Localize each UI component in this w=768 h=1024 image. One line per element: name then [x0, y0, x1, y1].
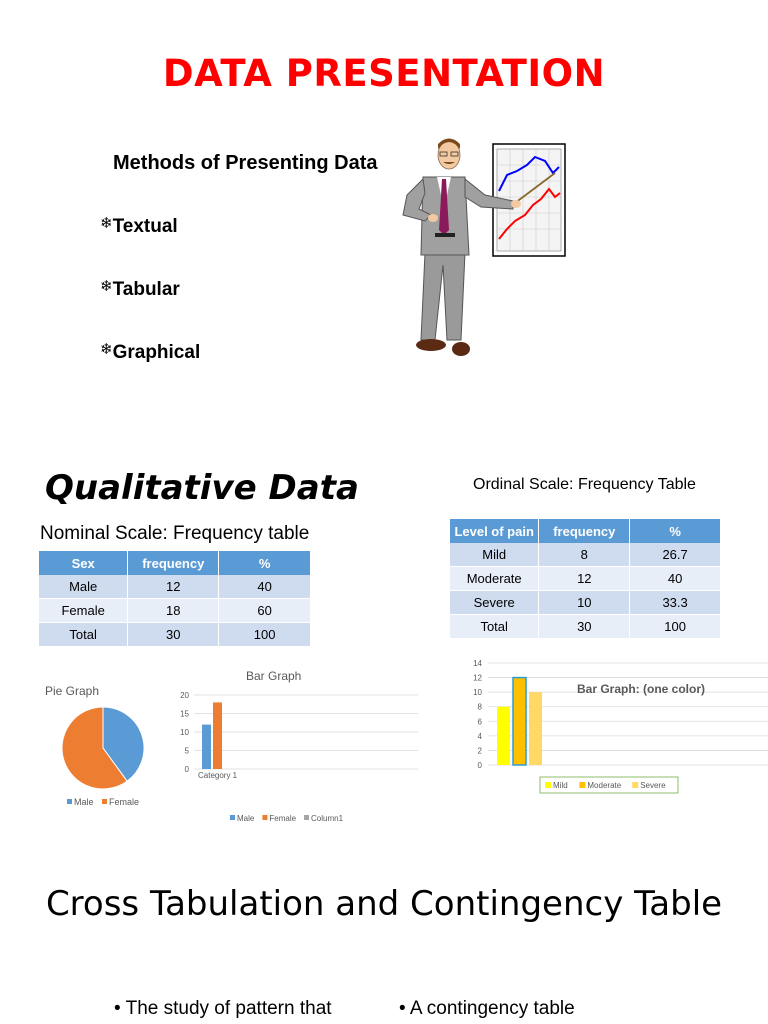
method-label: Textual	[112, 216, 178, 237]
presenter-clipart	[395, 135, 570, 360]
table-header-row	[450, 519, 721, 543]
legend-swatch	[230, 815, 235, 820]
table-cell: 30	[128, 623, 219, 647]
table-cell: Male	[39, 575, 128, 599]
bullet-text: A contingency table	[409, 998, 575, 1019]
y-tick-label: 12	[473, 673, 482, 683]
table-header-cell: frequency	[539, 519, 630, 543]
ordinal-frequency-table	[450, 519, 721, 639]
table-header-cell: Sex	[39, 551, 128, 575]
y-tick-label: 15	[180, 709, 189, 719]
table-header-cell: %	[630, 519, 721, 543]
table-row	[450, 567, 721, 591]
legend-swatch	[545, 782, 551, 788]
y-tick-label: 14	[473, 659, 482, 668]
bullet-item: • A contingency table	[399, 998, 575, 1019]
table-cell: 12	[539, 567, 630, 591]
method-label: Graphical	[112, 342, 201, 363]
table-cell: Mild	[450, 543, 539, 567]
table-header-row	[39, 551, 311, 575]
table-row	[450, 615, 721, 639]
bar-male	[202, 725, 211, 769]
y-tick-label: 20	[180, 691, 189, 700]
legend-label: Male	[237, 814, 255, 823]
table-cell: 26.7	[630, 543, 721, 567]
legend-label: Male	[74, 797, 94, 807]
nominal-frequency-table	[39, 551, 311, 647]
table-cell: 60	[219, 599, 311, 623]
table-header-cell: frequency	[128, 551, 219, 575]
bar-chart-title: Bar Graph: (one color)	[577, 682, 706, 696]
table-cell: Female	[39, 599, 128, 623]
method-item-tabular	[100, 279, 180, 301]
y-tick-label: 0	[477, 761, 482, 770]
bar-chart-one-color	[462, 655, 768, 800]
legend-label: Moderate	[587, 781, 622, 790]
legend-swatch	[102, 799, 107, 804]
table-cell: Severe	[450, 591, 539, 615]
legend-label: Female	[109, 797, 140, 807]
table-row	[39, 575, 311, 599]
y-tick-label: 2	[477, 746, 482, 756]
legend-swatch	[304, 815, 309, 820]
snowflake-bullet-icon: ❄	[100, 278, 113, 295]
table-row	[39, 599, 311, 623]
table-row	[450, 591, 721, 615]
legend-label: Mild	[553, 781, 568, 790]
y-tick-label: 5	[184, 746, 189, 756]
bar-mild	[497, 707, 510, 765]
table-cell: 8	[539, 543, 630, 567]
bullet-text: The study of pattern that	[125, 998, 332, 1019]
y-tick-label: 10	[473, 688, 482, 698]
table-header-cell: %	[219, 551, 311, 575]
bar-female	[213, 702, 222, 769]
legend-swatch	[67, 799, 72, 804]
bar-chart	[170, 664, 428, 829]
table-cell: Total	[39, 623, 128, 647]
legend-label: Female	[269, 814, 297, 823]
table-row	[39, 623, 311, 647]
bar-chart-title: Bar Graph	[246, 669, 302, 683]
y-tick-label: 8	[477, 702, 482, 712]
method-label: Tabular	[112, 279, 180, 300]
method-item-textual	[100, 216, 178, 238]
bar-severe	[529, 692, 542, 765]
snowflake-bullet-icon: ❄	[100, 341, 113, 358]
method-item-graphical	[100, 342, 200, 364]
x-tick-label: Category 1	[198, 771, 238, 780]
table-cell: Moderate	[450, 567, 539, 591]
table-header-cell: Level of pain	[450, 519, 539, 543]
legend-swatch	[579, 782, 585, 788]
table-cell: 10	[539, 591, 630, 615]
ordinal-table-title: Ordinal Scale: Frequency Table	[473, 476, 696, 493]
snowflake-bullet-icon: ❄	[100, 215, 113, 232]
table-cell: 100	[219, 623, 311, 647]
table-cell: 18	[128, 599, 219, 623]
page-title: DATA PRESENTATION	[162, 52, 606, 95]
table-row	[450, 543, 721, 567]
legend-label: Severe	[640, 781, 666, 790]
table-cell: Total	[450, 615, 539, 639]
table-cell: 40	[219, 575, 311, 599]
cross-tabulation-title: Cross Tabulation and Contingency Table	[45, 884, 723, 924]
y-tick-label: 4	[477, 731, 482, 741]
pie-chart-title: Pie Graph	[45, 684, 100, 698]
pie-chart	[30, 680, 170, 815]
table-cell: 33.3	[630, 591, 721, 615]
nominal-table-title: Nominal Scale: Frequency table	[40, 523, 310, 544]
y-tick-label: 10	[180, 728, 189, 737]
bullet-item: • The study of pattern that	[114, 998, 332, 1019]
methods-heading: Methods of Presenting Data	[113, 152, 378, 174]
table-cell: 40	[630, 567, 721, 591]
table-cell: 12	[128, 575, 219, 599]
legend-swatch	[262, 815, 267, 820]
table-cell: 100	[630, 615, 721, 639]
legend-label: Column1	[311, 814, 344, 823]
table-cell: 30	[539, 615, 630, 639]
y-tick-label: 6	[477, 717, 482, 727]
y-tick-label: 0	[184, 765, 189, 774]
legend-swatch	[632, 782, 638, 788]
bar-moderate	[513, 678, 526, 765]
qualitative-title: Qualitative Data	[45, 468, 359, 508]
